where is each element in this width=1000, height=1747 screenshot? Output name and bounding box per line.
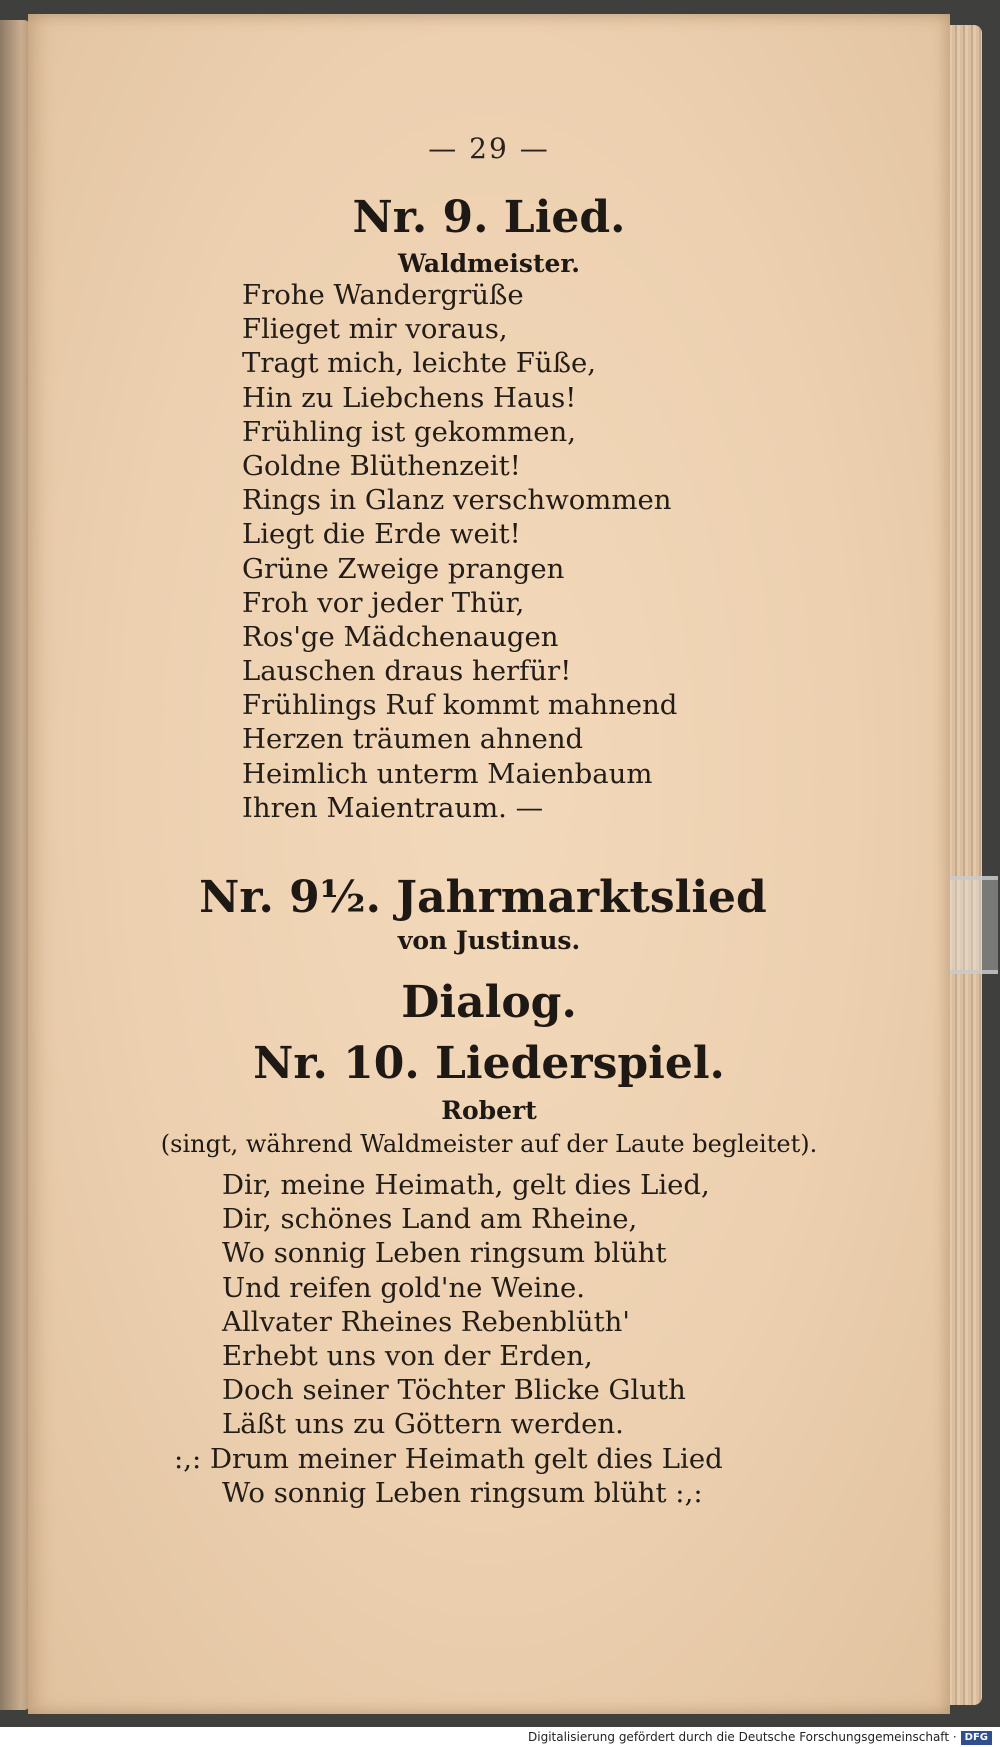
book-page [28,14,950,1714]
verse-line: Liegt die Erde weit! [242,518,521,551]
song-9-verse [242,278,677,825]
verse-line: Erhebt uns von der Erden, [222,1339,593,1372]
facing-page-edge [0,20,30,1710]
verse-line: Wo sonnig Leben ringsum blüht :,: [222,1476,703,1509]
verse-line: Frühlings Ruf kommt mahnend [242,689,678,722]
footer-credit: Digitalisierung gefördert durch die Deutsche Forschungsgemeinschaft · [528,1730,957,1744]
verse-line: Tragt mich, leichte Füße, [242,347,596,380]
verse-line: Heimlich unterm Maienbaum [242,757,653,790]
verse-line: Ros'ge Mädchenaugen [242,620,559,653]
song-10-title: Nr. 10. Liederspiel. [253,1038,725,1089]
song-10-speaker: Robert [441,1096,537,1125]
verse-line: Und reifen gold'ne Weine. [222,1271,586,1304]
verse-line: Läßt uns zu Göttern werden. [222,1408,624,1441]
song-10-stage-direction: (singt, während Waldmeister auf der Laute begleitet). [160,1130,818,1158]
song-10-verse [174,1168,723,1510]
dfg-logo-icon: DFG [961,1731,992,1745]
verse-line: Frohe Wandergrüße [242,279,524,311]
verse-line: Frühling ist gekommen, [242,415,576,448]
dialog-title: Dialog. [401,977,577,1028]
song-9-title: Nr. 9. Lied. [352,192,626,243]
verse-line: Grüne Zweige prangen [242,552,565,585]
song-9-half-subtitle: von Justinus. [397,926,581,955]
song-9-subtitle: Waldmeister. [397,249,581,278]
verse-line: :,: Drum meiner Heimath gelt dies Lied [174,1442,723,1475]
song-9-half-title: Nr. 9½. Jahrmarktslied [199,872,767,923]
verse-line: Ihren Maientraum. — [242,791,544,824]
digitization-footer [0,1727,1000,1747]
verse-line: Dir, meine Heimath, gelt dies Lied, [222,1169,710,1201]
verse-line: Allvater Rheines Rebenblüth' [222,1305,630,1338]
verse-line: Doch seiner Töchter Blicke Gluth [222,1374,686,1407]
verse-line: Lauschen draus herfür! [242,655,572,688]
verse-line: Dir, schönes Land am Rheine, [222,1203,638,1236]
verse-line: Herzen träumen ahnend [242,723,584,756]
verse-line: Goldne Blüthenzeit! [242,449,521,482]
verse-line: Rings in Glanz verschwommen [242,484,672,517]
verse-line: Flieget mir voraus, [242,313,508,346]
verse-line: Wo sonnig Leben ringsum blüht [222,1237,667,1270]
verse-line: Froh vor jeder Thür, [242,586,525,619]
verse-line: Hin zu Liebchens Haus! [242,381,577,414]
page-number: — 29 — [428,132,550,165]
